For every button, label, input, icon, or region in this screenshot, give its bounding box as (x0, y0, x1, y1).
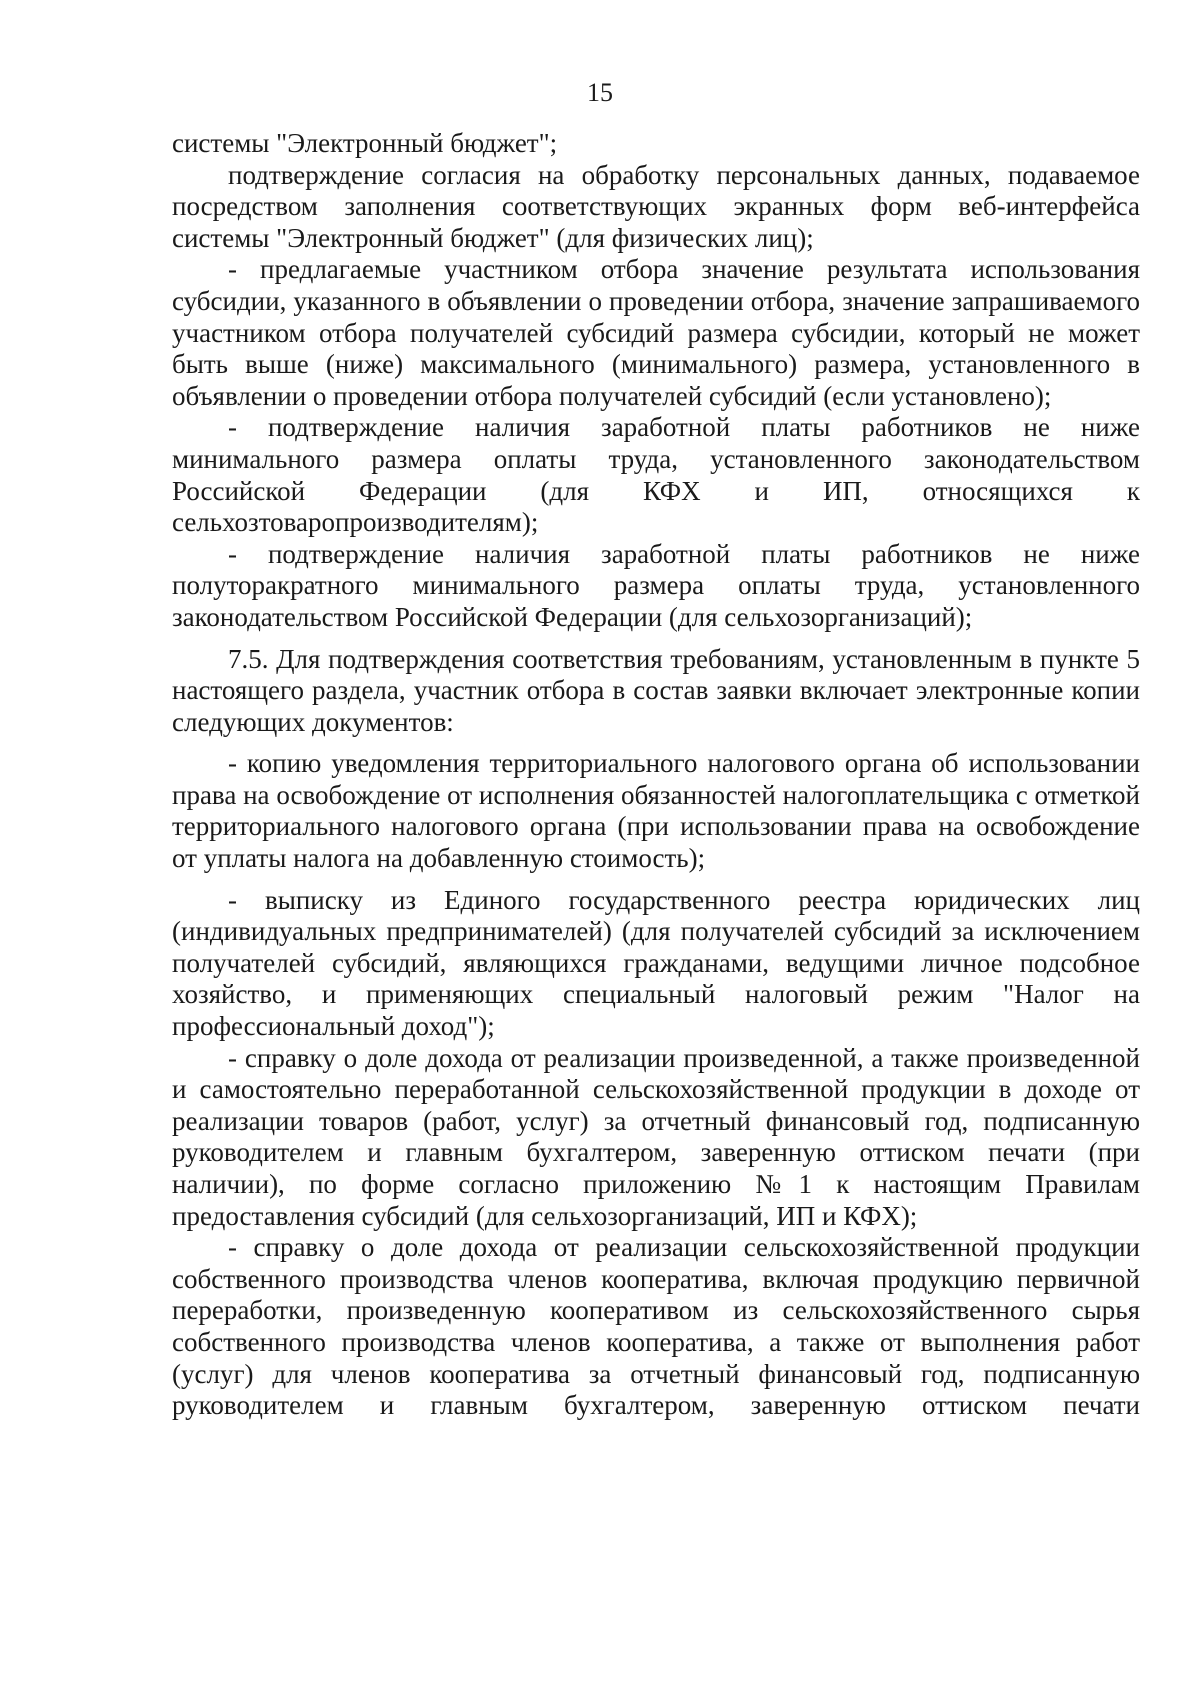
paragraph-income-share-certificate: - справку о доле дохода от реализации произведенной, а также произведенной и самостоятельно переработанной сельскохозяйственной продукции в доходе от реализации товаров (работ, услуг) за отчетный финансовый год, подписанную руководителем и главным бухгалтером, заверенную оттиском печати (при наличии), по форме согласно приложению №1 к настоящим Правилам предоставления субсидий (для сельхозорганизаций, ИП и КФХ); (172, 1042, 1140, 1231)
paragraph-tax-notice-copy: - копию уведомления территориального налогового органа об использовании права на освобождение от исполнения обязанностей налогоплательщика с отметкой территориального налогового органа (при использовании права на освобождение от уплаты налога на добавленную стоимость); (172, 748, 1140, 874)
paragraph-continuation: системы "Электронный бюджет"; (172, 128, 558, 158)
document-body (172, 128, 1140, 1422)
paragraph-result-value: - предлагаемые участником отбора значение результата использования субсидии, указанного в объявлении о проведении отбора, значение запрашиваемого участником отбора получателей субсидий размера субсидии, который не может быть выше (ниже) максимального (минимального) размера, установленного в объявлении о проведении отбора получателей субсидий (если установлено); (172, 254, 1140, 411)
page-number: 15 (587, 78, 613, 107)
paragraph-section-7-5: 7.5. Для подтверждения соответствия требованиям, установленным в пункте 5 настоящего раздела, участник отбора в состав заявки включает электронные копии следующих документов: (172, 643, 1140, 737)
paragraph-registry-extract: - выписку из Единого государственного реестра юридических лиц (индивидуальных предпринимателей) (для получателей субсидий за исключением получателей субсидий, являющихся гражданами, ведущими личное подсобное хозяйство, и применяющих специальный налоговый режим "Налог на профессиональный доход"); (172, 884, 1140, 1042)
paragraph-consent: подтверждение согласия на обработку персональных данных, подаваемое посредством заполнения соответствующих экранных форм веб-интерфейса системы "Электронный бюджет" (для физических лиц); (172, 159, 1140, 253)
paragraph-wage-one-and-half: - подтверждение наличия заработной платы работников не ниже полуторакратного минимального размера оплаты труда, установленного законодательством Российской Федерации (для сельхозорганизаций); (172, 538, 1140, 632)
paragraph-wage-min: - подтверждение наличия заработной платы работников не ниже минимального размера оплаты труда, установленного законодательством Российской Федерации (для КФХ и ИП, относящихся к сельхозтоваропроизводителям); (172, 412, 1140, 538)
paragraph-cooperative-income-certificate: - справку о доле дохода от реализации сельскохозяйственной продукции собственного производства членов кооператива, включая продукцию первичной переработки, произведенную кооперативом из сельскохозяйственного сырья собственного производства членов кооператива, а также от выполнения работ (услуг) для членов кооператива за отчетный финансовый год, подписанную руководителем и главным бухгалтером, заверенную оттиском печати (172, 1232, 1140, 1421)
